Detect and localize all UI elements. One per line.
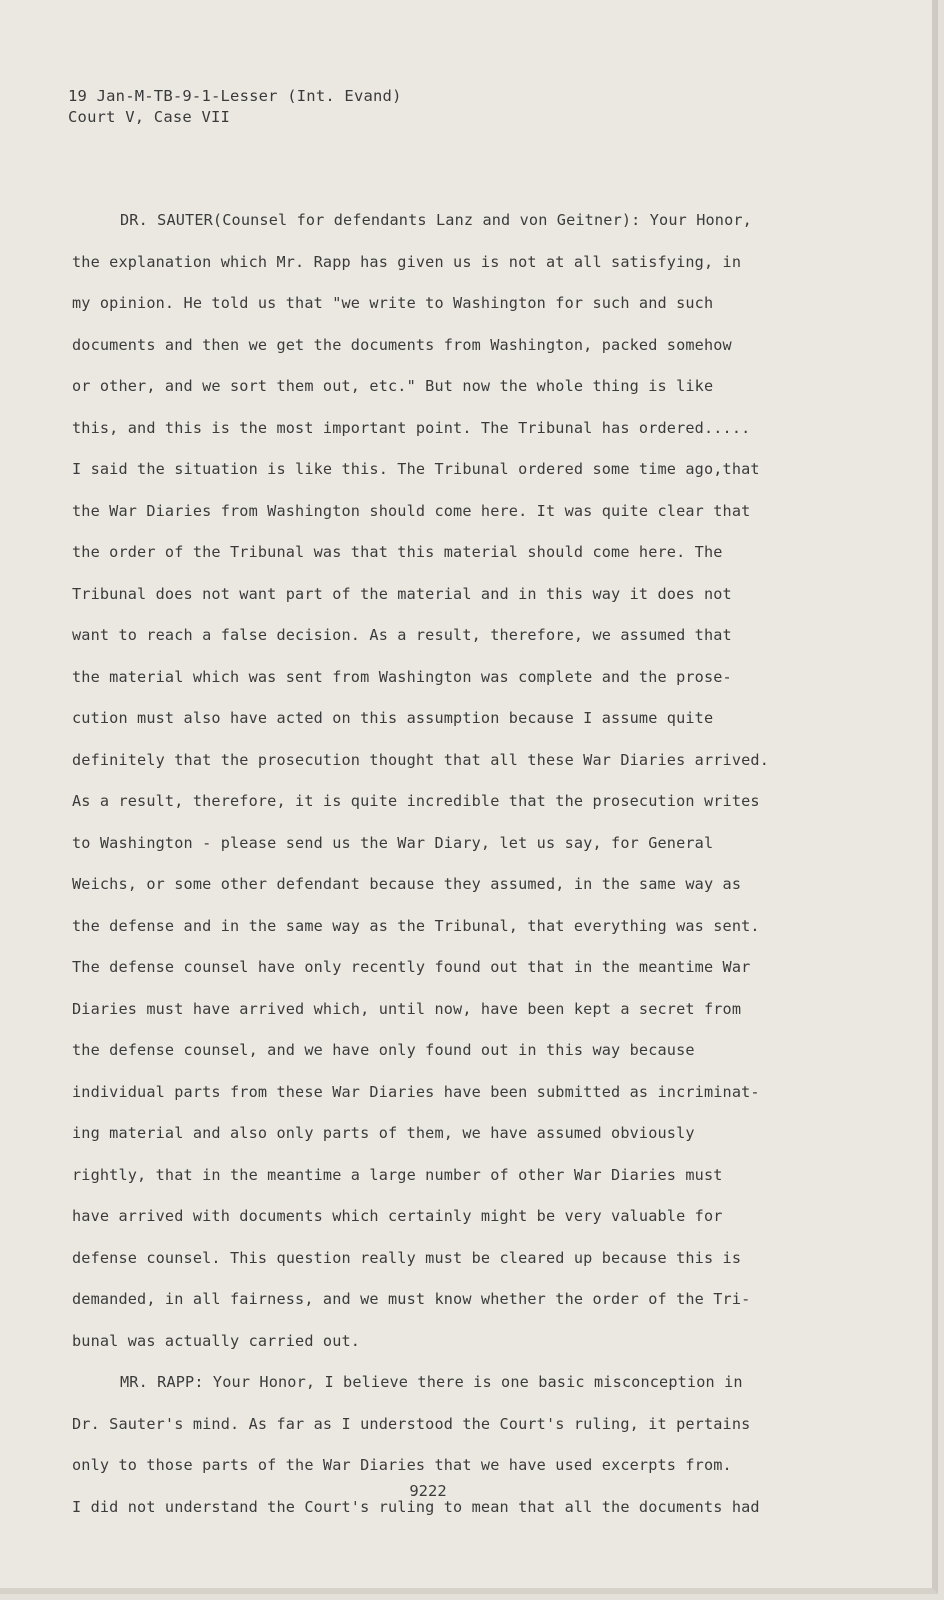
transcript-line: Diaries must have arrived which, until now, have been kept a secret from (72, 999, 742, 1018)
transcript-line: the material which was sent from Washington was complete and the prose- (72, 667, 732, 686)
document-header (68, 86, 402, 128)
transcript-line: the defense and in the same way as the Tribunal, that everything was sent. (72, 916, 760, 935)
transcript-line: the explanation which Mr. Rapp has given us is not at all satisfying, in (72, 252, 742, 271)
transcript-line: this, and this is the most important point. The Tribunal has ordered..... (72, 418, 751, 437)
transcript-line: only to those parts of the War Diaries that we have used excerpts from. (72, 1456, 732, 1474)
transcript-line: defense counsel. This question really must be cleared up because this is (72, 1248, 742, 1267)
transcript-line: want to reach a false decision. As a result, therefore, we assumed that (72, 626, 732, 644)
transcript-line: demanded, in all fairness, and we must know whether the order of the Tri- (72, 1290, 751, 1308)
page-number: 9222 (409, 1482, 447, 1500)
transcript-line: MR. RAPP: Your Honor, I believe there is one basic misconception in (120, 1373, 743, 1391)
transcript-line: I did not understand the Court's ruling to mean that all the documents had (72, 1497, 760, 1516)
transcript-line: definitely that the prosecution thought that all these War Diaries arrived. (72, 750, 770, 769)
transcript-line: the War Diaries from Washington should come here. It was quite clear that (72, 501, 751, 520)
transcript-line: As a result, therefore, it is quite incredible that the prosecution writes (72, 792, 760, 810)
transcript-line: bunal was actually carried out. (72, 1331, 361, 1350)
transcript-line: have arrived with documents which certainly might be very valuable for (72, 1207, 723, 1225)
header-court-line: Court V, Case VII (68, 108, 231, 126)
transcript-line: cution must also have acted on this assumption because I assume quite (72, 709, 714, 727)
transcript-line: ing material and also only parts of them, we have assumed obviously (72, 1124, 695, 1142)
transcript-body (72, 200, 852, 1528)
transcript-line: documents and then we get the documents from Washington, packed somehow (72, 335, 732, 354)
transcript-line: Weichs, or some other defendant because they assumed, in the same way as (72, 875, 742, 893)
transcript-line: the order of the Tribunal was that this material should come here. The (72, 543, 723, 561)
transcript-line: rightly, that in the meantime a large number of other War Diaries must (72, 1165, 723, 1184)
transcript-line: my opinion. He told us that "we write to Washington for such and such (72, 294, 714, 312)
header-reference-line: 19 Jan-M-TB-9-1-Lesser (Int. Evand) (68, 87, 402, 105)
transcript-line: I said the situation is like this. The Tribunal ordered some time ago,that (72, 460, 760, 478)
transcript-line: The defense counsel have only recently found out that in the meantime War (72, 958, 751, 976)
transcript-line: individual parts from these War Diaries have been submitted as incriminat- (72, 1082, 760, 1101)
transcript-line: DR. SAUTER(Counsel for defendants Lanz and von Geitner): Your Honor, (120, 211, 752, 229)
transcript-line: Tribunal does not want part of the material and in this way it does not (72, 584, 732, 603)
transcript-line: Dr. Sauter's mind. As far as I understood the Court's ruling, it pertains (72, 1414, 751, 1433)
transcript-line: to Washington - please send us the War Diary, let us say, for General (72, 833, 714, 852)
transcript-line: the defense counsel, and we have only found out in this way because (72, 1041, 695, 1059)
transcript-line: or other, and we sort them out, etc." But now the whole thing is like (72, 377, 714, 395)
